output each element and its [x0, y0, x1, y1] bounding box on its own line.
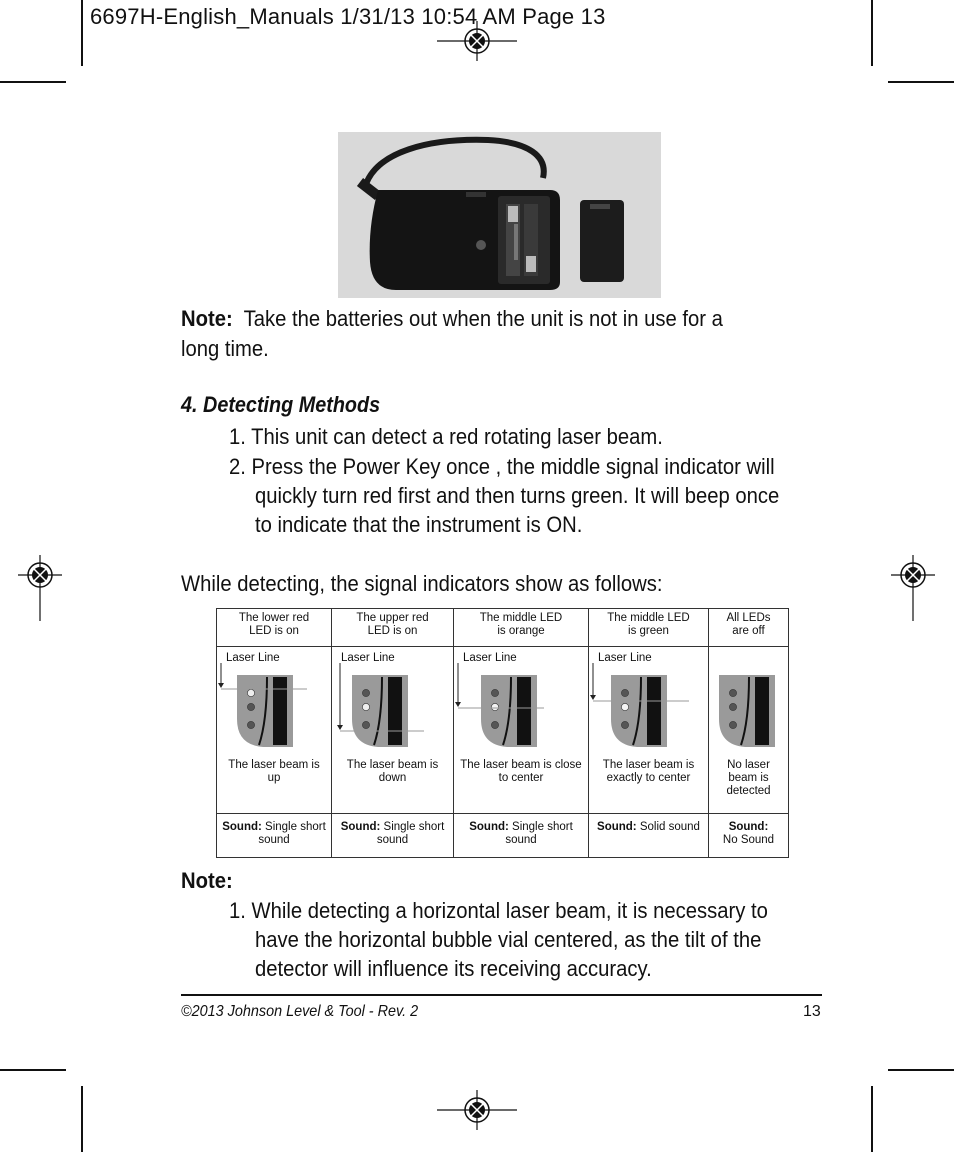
table-sound-cell: Sound: Solid sound — [589, 814, 709, 858]
crop-mark — [81, 1086, 83, 1152]
list-item — [229, 452, 775, 482]
led-indicator-icon — [621, 721, 628, 728]
note-label: Note: — [181, 306, 233, 331]
table-sound-cell: Sound: Single short sound — [454, 814, 589, 858]
led-indicator-icon — [247, 703, 254, 710]
footer-copyright: ©2013 Johnson Level & Tool - Rev. 2 — [181, 1003, 419, 1020]
detector-diagram-icon — [332, 661, 453, 757]
table-diagram-cell — [709, 647, 789, 814]
led-indicator-icon — [491, 703, 498, 710]
list-number: 1. — [229, 898, 246, 923]
detector-body — [611, 675, 667, 747]
registration-mark-icon — [891, 555, 935, 621]
list-text: detector will influence its receiving accuracy. — [255, 956, 652, 981]
detector-diagram-icon — [217, 661, 331, 757]
led-indicator-icon — [621, 703, 628, 710]
registration-mark-icon — [437, 1090, 517, 1130]
note-text-line: long time. — [181, 336, 269, 361]
arrow-down-icon — [218, 683, 224, 688]
table-sound-cell: Sound: Single short sound — [217, 814, 332, 858]
led-indicator-icon — [491, 721, 498, 728]
led-indicator-icon — [621, 689, 628, 696]
indicator-description: The laser beam is exactly to center — [602, 759, 695, 784]
registration-mark-icon — [437, 21, 517, 61]
table-diagram-cell — [332, 647, 454, 814]
detector-body — [481, 675, 537, 747]
table-header-cell: The middle LED is orange — [454, 609, 589, 647]
list-item — [229, 896, 768, 926]
detector-body — [237, 675, 293, 747]
arrow-down-icon — [337, 725, 343, 730]
crop-mark — [888, 81, 954, 83]
led-indicator-icon — [729, 689, 736, 696]
led-indicator-icon — [729, 703, 736, 710]
crop-mark — [0, 1069, 66, 1071]
section-heading: 4. Detecting Methods — [181, 392, 381, 417]
crop-mark — [871, 0, 873, 66]
led-indicator-icon — [362, 689, 369, 696]
table-row — [217, 647, 789, 814]
detector-diagram-icon — [709, 661, 788, 757]
indicator-description: The laser beam is up — [228, 759, 320, 784]
print-slug: 6697H-English_Manuals 1/31/13 10:54 AM Page 13 — [90, 4, 606, 29]
table-diagram-cell — [217, 647, 332, 814]
table-diagram-cell — [454, 647, 589, 814]
note-text-line: Take the batteries out when the unit is not in use for a — [243, 306, 723, 331]
laser-line-label: Laser Line — [598, 652, 652, 664]
detector-body — [352, 675, 408, 747]
list-number: 1. — [229, 424, 246, 449]
list-text: have the horizontal bubble vial centered, as the tilt of the — [255, 927, 762, 952]
page-number: 13 — [803, 1003, 821, 1020]
table-header-cell: The lower red LED is on — [217, 609, 332, 647]
registration-mark-icon — [18, 555, 62, 621]
indicator-intro: While detecting, the signal indicators show as follows: — [181, 571, 663, 596]
table-header-cell: The middle LED is green — [589, 609, 709, 647]
led-indicator-icon — [247, 689, 254, 696]
table-header-cell: The upper red LED is on — [332, 609, 454, 647]
list-text: to indicate that the instrument is ON. — [255, 512, 583, 537]
crop-mark — [0, 81, 66, 83]
detector-diagram-icon — [454, 661, 588, 757]
indicator-description: The laser beam is down — [346, 759, 439, 784]
table-row — [217, 609, 789, 647]
crop-mark — [871, 1086, 873, 1152]
list-text: Press the Power Key once , the middle signal indicator will — [251, 454, 775, 479]
footer-rule — [181, 994, 822, 996]
led-indicator-icon — [362, 703, 369, 710]
indicator-description: No laser beam is detected — [726, 759, 771, 797]
battery-note — [181, 304, 723, 334]
crop-mark — [81, 0, 83, 66]
detector-diagram-icon — [589, 661, 708, 757]
table-diagram-cell — [589, 647, 709, 814]
arrow-down-icon — [590, 695, 596, 700]
table-header-cell: All LEDs are off — [709, 609, 789, 647]
crop-mark — [888, 1069, 954, 1071]
table-row — [217, 814, 789, 858]
note-label: Note: — [181, 868, 233, 893]
list-number: 2. — [229, 454, 246, 479]
table-sound-cell: Sound: Single short sound — [332, 814, 454, 858]
laser-line-label: Laser Line — [341, 652, 395, 664]
led-indicator-icon — [491, 689, 498, 696]
table-sound-cell: Sound: No Sound — [709, 814, 789, 858]
laser-line-label: Laser Line — [226, 652, 280, 664]
laser-line-label: Laser Line — [463, 652, 517, 664]
led-indicator-icon — [247, 721, 254, 728]
indicator-description: The laser beam is close to center — [460, 759, 582, 784]
led-indicator-icon — [729, 721, 736, 728]
battery-compartment-photo — [338, 132, 661, 298]
list-text: While detecting a horizontal laser beam, it is necessary to — [251, 898, 768, 923]
signal-indicator-table — [216, 608, 789, 858]
arrow-down-icon — [455, 702, 461, 707]
list-item — [229, 422, 663, 452]
led-indicator-icon — [362, 721, 369, 728]
list-text: This unit can detect a red rotating laser beam. — [251, 424, 663, 449]
detector-body — [719, 675, 775, 747]
list-text: quickly turn red first and then turns green. It will beep once — [255, 483, 780, 508]
